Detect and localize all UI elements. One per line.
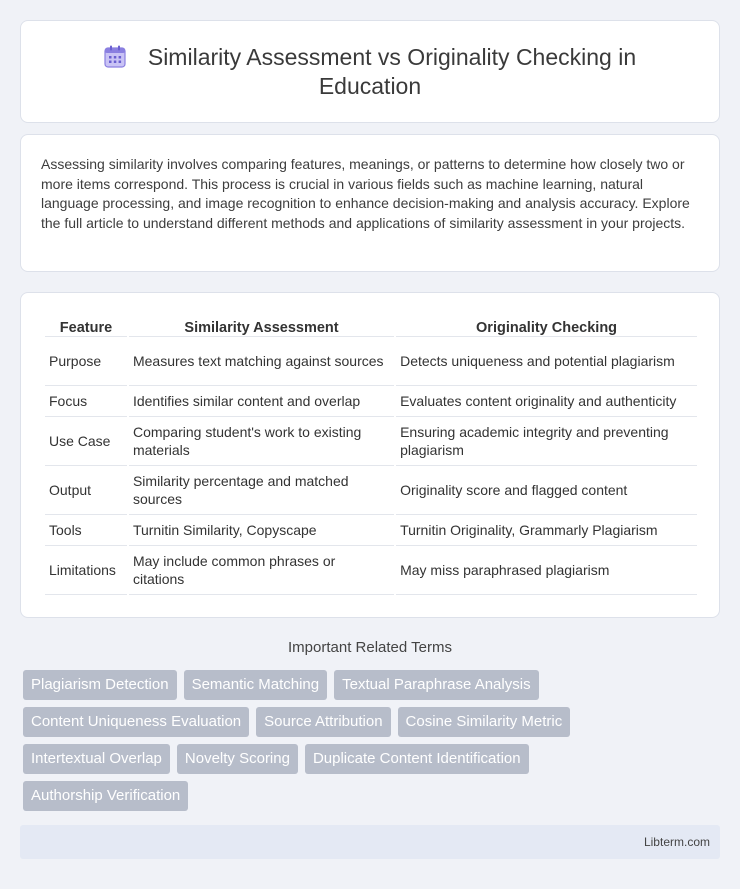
table-row (45, 466, 697, 515)
row-similarity: Turnitin Similarity, Copyscape (129, 515, 394, 546)
table-header-row (45, 313, 697, 337)
related-terms-tags (23, 670, 713, 818)
row-feature: Output (45, 466, 127, 515)
tag-duplicate-content-identification[interactable]: Duplicate Content Identification (305, 744, 529, 774)
row-originality: Evaluates content originality and authenticity (396, 386, 697, 417)
tag-cosine-similarity-metric[interactable]: Cosine Similarity Metric (398, 707, 571, 737)
row-feature: Limitations (45, 546, 127, 595)
tag-content-uniqueness-evaluation[interactable]: Content Uniqueness Evaluation (23, 707, 249, 737)
page-title: Similarity Assessment vs Originality Checking in Education (147, 43, 637, 99)
header-similarity: Similarity Assessment (129, 313, 394, 337)
table-row (45, 337, 697, 386)
header-feature: Feature (45, 313, 127, 337)
comparison-table (43, 313, 699, 595)
row-similarity: May include common phrases or citations (129, 546, 394, 595)
row-originality: May miss paraphrased plagiarism (396, 546, 697, 595)
row-similarity: Identifies similar content and overlap (129, 386, 394, 417)
tag-row (23, 781, 713, 811)
table-row (45, 515, 697, 546)
footer-brand[interactable]: Libterm.com (643, 835, 710, 849)
tag-textual-paraphrase-analysis[interactable]: Textual Paraphrase Analysis (334, 670, 538, 700)
tag-novelty-scoring[interactable]: Novelty Scoring (177, 744, 298, 774)
related-terms-title: Important Related Terms (288, 639, 452, 656)
table-row (45, 386, 697, 417)
row-similarity: Comparing student's work to existing materials (129, 417, 394, 466)
tag-row (23, 670, 713, 700)
tag-semantic-matching[interactable]: Semantic Matching (184, 670, 328, 700)
header-originality: Originality Checking (396, 313, 697, 337)
title-card (20, 20, 720, 123)
intro-card (20, 134, 720, 272)
row-originality: Originality score and flagged content (396, 466, 697, 515)
row-feature: Use Case (45, 417, 127, 466)
row-feature: Focus (45, 386, 127, 417)
page-title-wrap (70, 43, 670, 101)
table-row (45, 417, 697, 466)
comparison-table-card (20, 292, 720, 618)
calendar-icon (104, 45, 126, 68)
tag-intertextual-overlap[interactable]: Intertextual Overlap (23, 744, 170, 774)
row-similarity: Measures text matching against sources (129, 337, 394, 386)
row-feature: Purpose (45, 337, 127, 386)
row-originality: Ensuring academic integrity and preventing plagiarism (396, 417, 697, 466)
footer (20, 825, 720, 859)
tag-source-attribution[interactable]: Source Attribution (256, 707, 390, 737)
tag-row (23, 707, 713, 737)
intro-text: Assessing similarity involves comparing features, meanings, or patterns to determine how closely two or more items correspond. This process is crucial in various fields such as machine learning, natural language processing, and image recognition to enhance decision-making and analysis accuracy. Explore the full article to understand different methods and applications of similarity assessment in your projects. (41, 156, 690, 231)
row-originality: Detects uniqueness and potential plagiarism (396, 337, 697, 386)
tag-plagiarism-detection[interactable]: Plagiarism Detection (23, 670, 177, 700)
tag-authorship-verification[interactable]: Authorship Verification (23, 781, 188, 811)
row-feature: Tools (45, 515, 127, 546)
row-similarity: Similarity percentage and matched sources (129, 466, 394, 515)
tag-row (23, 744, 713, 774)
table-row (45, 546, 697, 595)
row-originality: Turnitin Originality, Grammarly Plagiarism (396, 515, 697, 546)
